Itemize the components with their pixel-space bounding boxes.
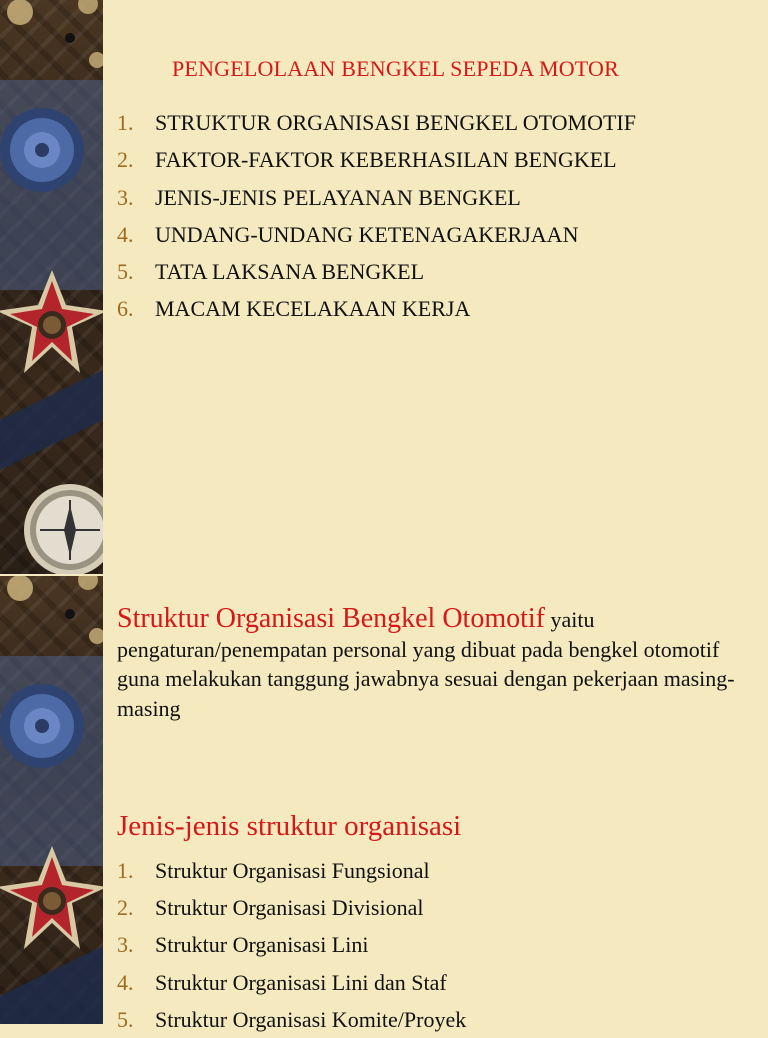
definition-term: Struktur Organisasi Bengkel Otomotif — [117, 603, 545, 634]
list-item: 4. Struktur Organisasi Lini dan Staf — [117, 969, 447, 995]
list-item: 3. JENIS-JENIS PELAYANAN BENGKEL — [117, 184, 521, 210]
slide-title: PENGELOLAAN BENGKEL SEPEDA MOTOR — [172, 56, 620, 81]
definition-paragraph — [117, 604, 757, 723]
list-item: 6. MACAM KECELAKAAN KERJA — [117, 296, 471, 322]
list-item: 5. TATA LAKSANA BENGKEL — [117, 259, 425, 285]
decorative-medal-strip — [0, 0, 103, 574]
list-item: 1. STRUKTUR ORGANISASI BENGKEL OTOMOTIF — [117, 110, 636, 135]
list-item: 3. Struktur Organisasi Lini — [117, 932, 369, 958]
decorative-medal-strip — [0, 576, 103, 1024]
list-item: 4. UNDANG-UNDANG KETENAGAKERJAAN — [117, 221, 579, 247]
medal-illustration — [0, 576, 103, 1024]
definition-text: yaitu pengaturan/penempatan personal yang dibuat pada bengkel otomotif guna melakukan tanggung jawabnya sesuai dengan pekerjaan masing-masing — [117, 607, 735, 721]
list-item: 2. FAKTOR-FAKTOR KEBERHASILAN BENGKEL — [117, 147, 617, 173]
list-item: 2. Struktur Organisasi Divisional — [117, 895, 424, 921]
medal-illustration — [0, 0, 103, 574]
structure-type-list — [117, 852, 466, 1038]
list-item: 5. Struktur Organisasi Komite/Proyek — [117, 1006, 467, 1032]
topic-list — [117, 104, 636, 328]
list-item: 1. Struktur Organisasi Fungsional — [117, 858, 430, 883]
section-subtitle: Jenis-jenis struktur organisasi — [117, 810, 462, 842]
